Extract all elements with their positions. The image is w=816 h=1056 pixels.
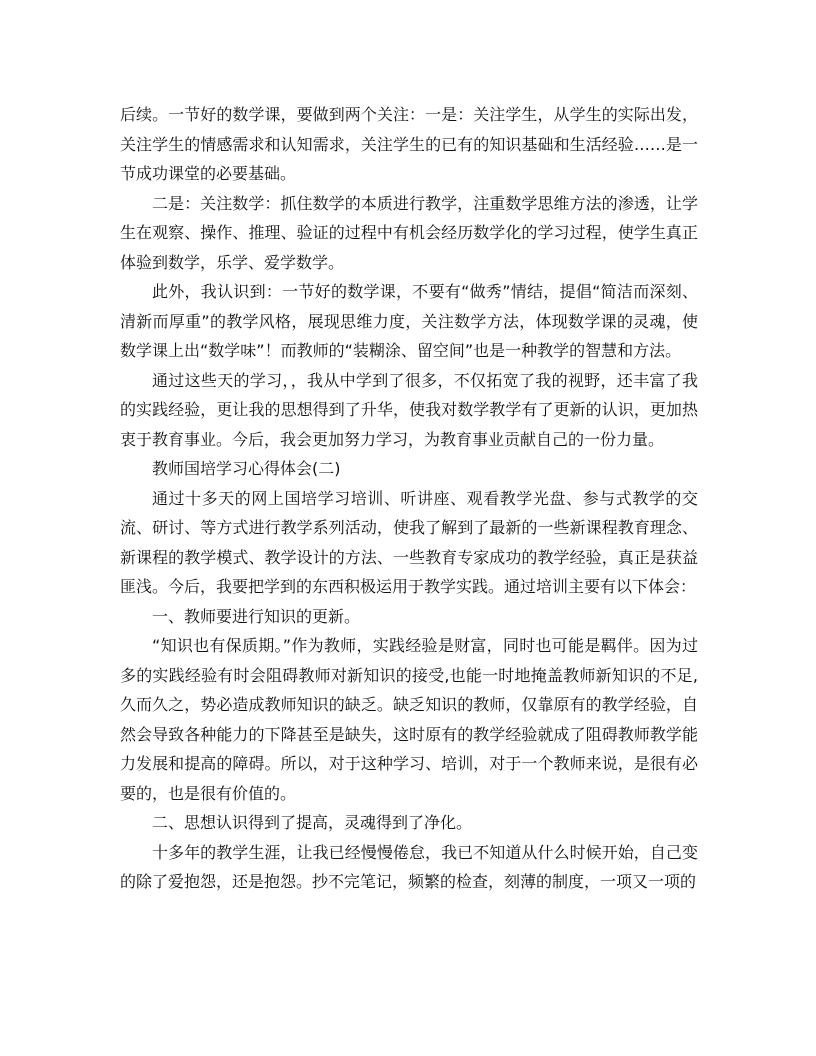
document-page [120, 100, 698, 897]
subheading-thought-improvement: 二、思想认识得到了提高，灵魂得到了净化。 [152, 813, 473, 832]
paragraph-knowledge-shelf-life: “知识也有保质期。”作为教师，实践经验是财富，同时也可能是羁伴。因为过多的实践经验有时会阻碍教师对新知识的接受,也能一时地掩盖教师新知识的不足,久而久之，势必造成教师知识的缺乏。缺乏知识的教师，仅靠原有的教学经验，自然会导致各种能力的下降甚至是缺失，这时原有的教学经验就成了阻碍教师教学能力发展和提高的障碍。所以，对于这种学习、培训，对于一个教师来说，是很有必要的，也是很有价值的。 [120, 636, 698, 803]
section-heading: 教师国培学习心得体会(二) [152, 459, 341, 478]
paragraph-good-math-lesson: 此外，我认识到：一节好的数学课，不要有“做秀”情结，提倡“简洁而深刻、清新而厚重”的教学风格，展现思维力度，关注数学方法，体现数学课的灵魂，使数学课上出“数学味”！而教师的“装糊涂、留空间”也是一种教学的智慧和方法。 [120, 282, 698, 360]
paragraph-focus-math: 二是：关注数学：抓住数学的本质进行教学，注重数学思维方法的渗透，让学生在观察、操作、推理、验证的过程中有机会经历数学化的学习过程，使学生真正体验到数学，乐学、爱学数学。 [120, 193, 698, 272]
paragraph-teaching-career: 十多年的教学生涯，让我已经慢慢倦怠，我已不知道从什么时候开始，自己变的除了爱抱怨，还是抱怨。抄不完笔记，频繁的检查，刻薄的制度，一项又一项的 [120, 842, 698, 891]
subheading-knowledge-update: 一、教师要进行知识的更新。 [152, 606, 361, 626]
paragraph-learning-gains: 通过这些天的学习，，我从中学到了很多，不仅拓宽了我的视野，还丰富了我的实践经验，更让我的思想得到了升华，使我对数学教学有了更新的认识，更加热衷于教育事业。今后，我会更加努力学习，为教育事业贡献自己的一份力量。 [120, 370, 698, 449]
paragraph-training-intro: 通过十多天的网上国培学习培训、听讲座、观看教学光盘、参与式教学的交流、研讨、等方式进行教学系列活动，使我了解到了最新的一些新课程教育理念、新课程的教学模式、教学设计的方法、一些教育专家成功的教学经验，真正是获益匪浅。今后，我要把学到的东西积极运用于教学实践。通过培训主要有以下体会： [120, 488, 698, 596]
paragraph-continuation: 后续。一节好的数学课，要做到两个关注：一是：关注学生，从学生的实际出发，关注学生的情感需求和认知需求，关注学生的已有的知识基础和生活经验……是一节成功课堂的必要基础。 [120, 105, 698, 183]
